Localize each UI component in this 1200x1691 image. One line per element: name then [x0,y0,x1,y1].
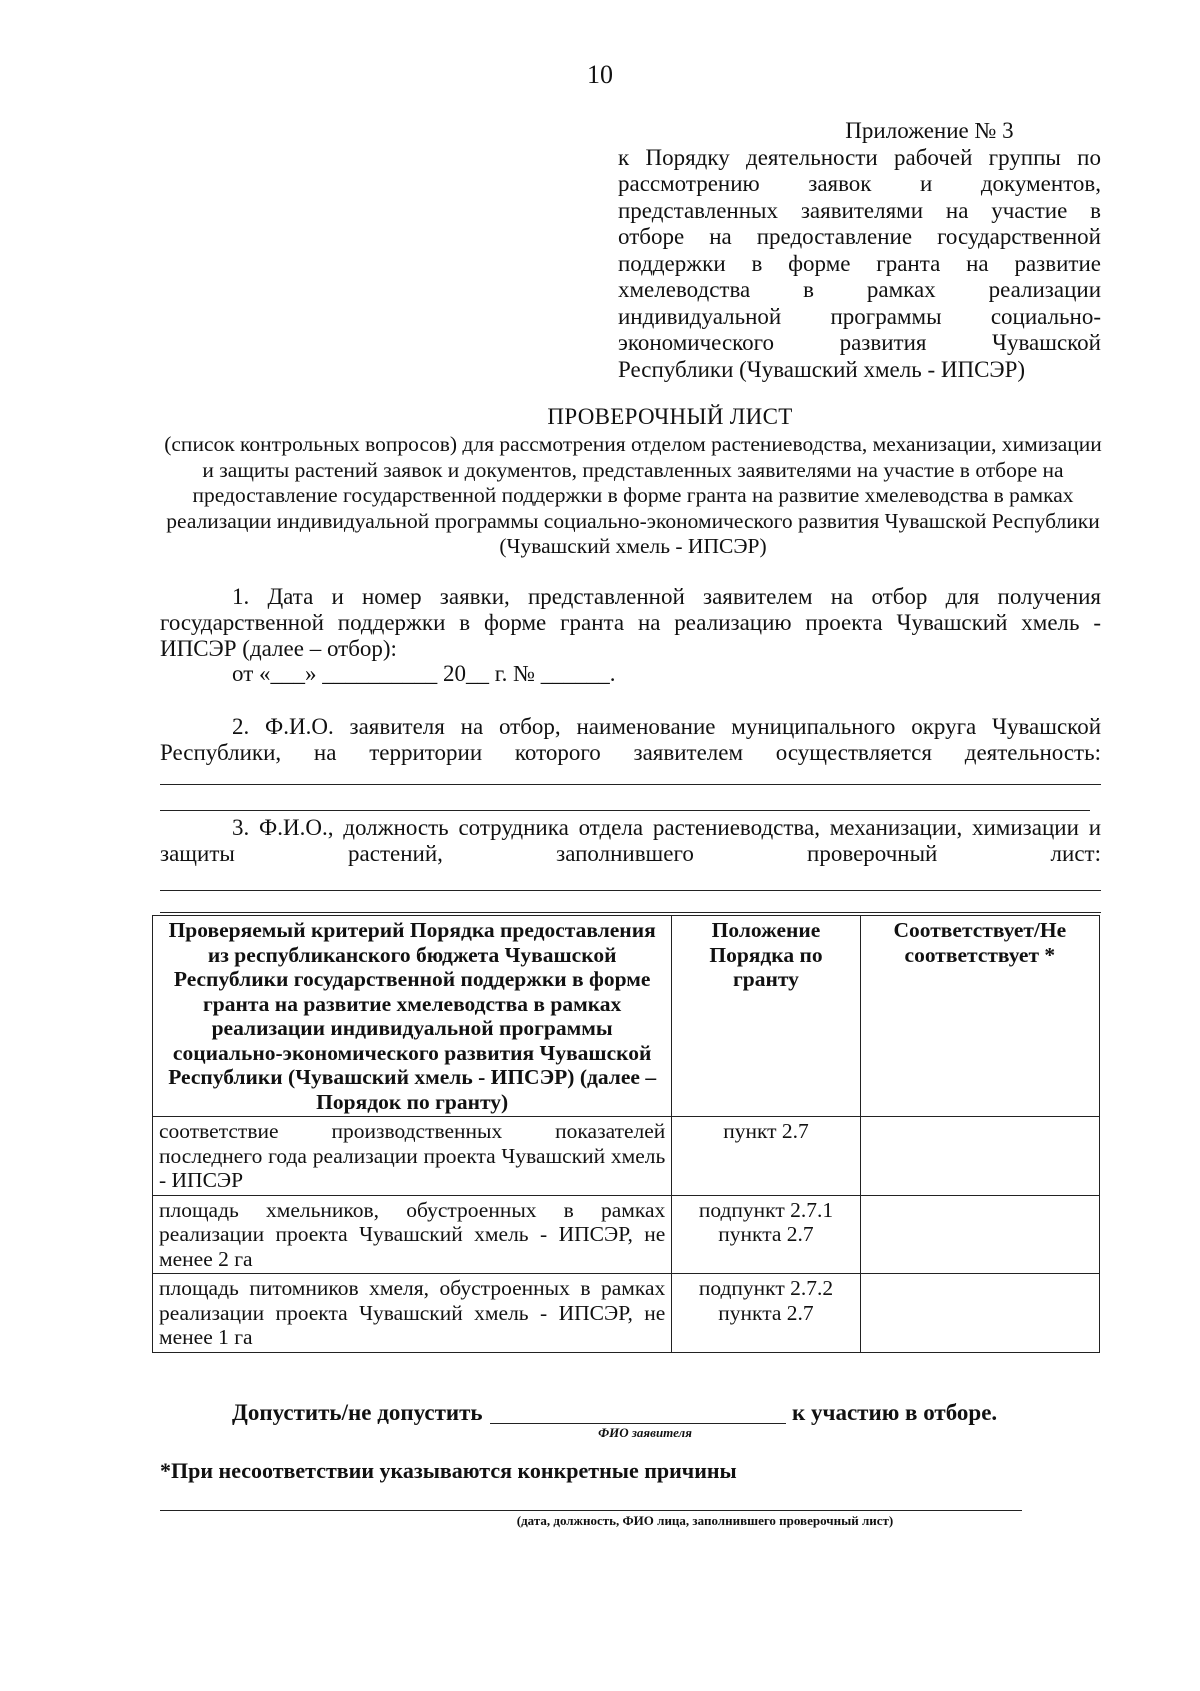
item-2-text: 2. Ф.И.О. заявителя на отбор, наименование муниципального округа Чувашской Республики, на территории которого заявителем осуществляется деятельность: [160,714,1101,765]
item-1-text: 1. Дата и номер заявки, представленной заявителем на отбор для получения государственной поддержки в форме гранта на реализацию проекта Чувашский хмель - ИПСЭР (далее – отбор): [160,584,1101,661]
table-cell-reference: подпункт 2.7.1 пункта 2.7 [672,1195,860,1274]
item-3-text: 3. Ф.И.О., должность сотрудника отдела растениеводства, механизации, химизации и защиты растений, заполнившего проверочный лист: [160,815,1101,866]
table-cell-reference: пункт 2.7 [672,1117,860,1196]
table-row [153,1195,1100,1274]
table-cell-compliance[interactable] [860,1274,1099,1353]
fill-line-3 [160,890,1101,891]
appendix-title: Приложение № 3 [845,118,1014,143]
table-header-reference: Положение Порядка по гранту [672,916,860,1117]
table-cell-compliance[interactable] [860,1117,1099,1196]
footnote: *При несоответствии указываются конкретные причины [160,1458,737,1483]
table-header-row [153,916,1100,1117]
appendix-text: к Порядку деятельности рабочей группы по рассмотрению заявок и документов, представленных заявителями на участие в отборе на предоставление государственной поддержки в форме гранта на развитие хмелеводства в рамках реализации индивидуальной программы социально-экономического развития Чувашской Республики (Чувашский хмель - ИПСЭР) [618,144,1101,382]
signature-line[interactable] [160,1510,1022,1511]
fill-line-1 [160,784,1101,785]
table-row [153,1117,1100,1196]
decision-suffix: к участию в отборе. [792,1400,998,1425]
item-3 [160,815,1101,867]
document-title: ПРОВЕРОЧНЫЙ ЛИСТ [547,404,793,429]
item-2 [160,714,1101,766]
item-1-date-line: от «___» __________ 20__ г. № ______. [232,661,616,686]
table-cell-criterion: площадь питомников хмеля, обустроенных в рамках реализации проекта Чувашский хмель - ИПСЭР, не менее 1 га [153,1274,672,1353]
table-cell-criterion: соответствие производственных показателей последнего года реализации проекта Чувашский хмель - ИПСЭР [153,1117,672,1196]
table-header-criterion: Проверяемый критерий Порядка предоставления из республиканского бюджета Чувашской Республики государственной поддержки в форме гранта на развитие хмелеводства в рамках реализации индивидуальной программы социально-экономического развития Чувашской Республики (Чувашский хмель - ИПСЭР) (далее – Порядок по гранту) [153,916,672,1117]
table-header-compliance: Соответствует/Не соответствует * [860,916,1099,1117]
page-number: 10 [587,60,613,89]
table-cell-compliance[interactable] [860,1195,1099,1274]
applicant-name-line[interactable] [490,1423,786,1424]
decision-prefix: Допустить/не допустить [232,1400,483,1425]
appendix-block [618,118,1101,383]
document-subtitle: (список контрольных вопросов) для рассмотрения отделом растениеводства, механизации, химизации и защиты растений заявок и документов, представленных заявителями на участие в отборе на предоставление государственной поддержки в форме гранта на развитие хмелеводства в рамках реализации индивидуальной программы социально-экономического развития Чувашской Республики (Чувашский хмель - ИПСЭР) [164,432,1102,558]
fill-line-4 [160,912,1101,913]
table-cell-criterion: площадь хмельников, обустроенных в рамках реализации проекта Чувашский хмель - ИПСЭР, не менее 2 га [153,1195,672,1274]
table-cell-reference: подпункт 2.7.2 пункта 2.7 [672,1274,860,1353]
item-1 [160,584,1101,662]
table-row [153,1274,1100,1353]
fill-line-2 [160,810,1090,811]
applicant-name-caption: ФИО заявителя [598,1425,692,1440]
criteria-table [152,915,1100,1353]
signature-caption: (дата, должность, ФИО лица, заполнившего проверочный лист) [516,1513,894,1528]
